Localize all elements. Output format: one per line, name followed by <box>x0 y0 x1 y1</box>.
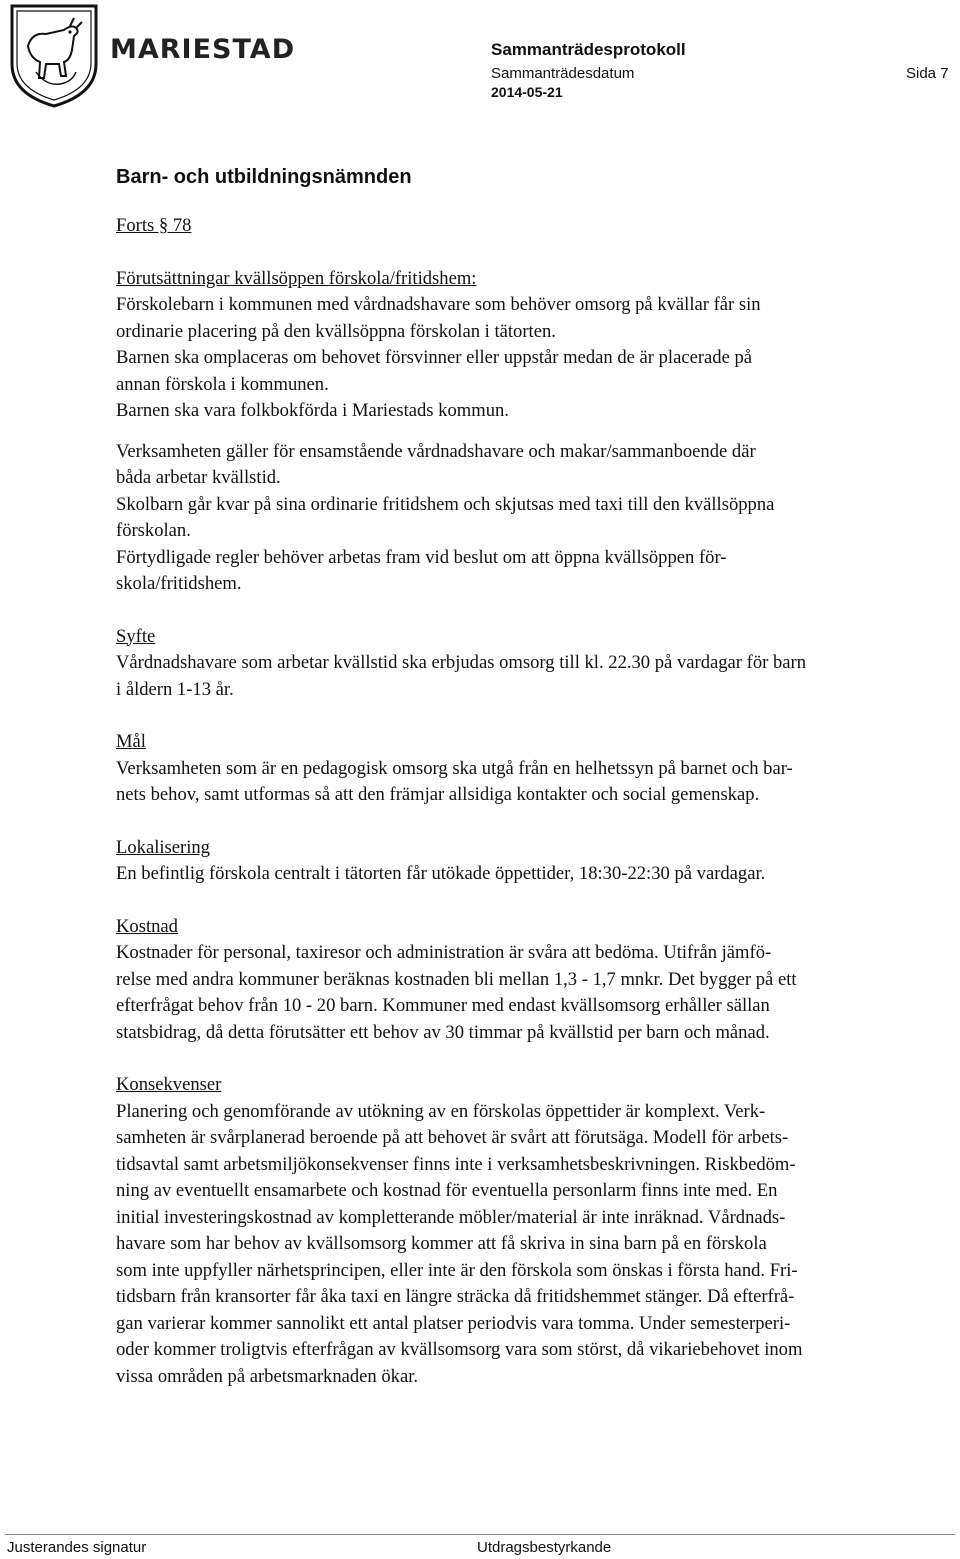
footer-signature-label: Justerandes signatur <box>7 1539 147 1556</box>
purpose-heading: Syfte <box>116 625 156 647</box>
footer-divider <box>5 1534 955 1535</box>
meeting-date-label: Sammanträdesdatum <box>491 65 635 82</box>
logo-wordmark: MARIESTAD <box>110 34 296 65</box>
page-number: Sida 7 <box>906 65 949 82</box>
prerequisites-text: Förskolebarn i kommunen med vårdnadshavare som behöver omsorg på kvällar får sin ordinarie placering på den kvällsöppna förskolan i tätorten. Barnen ska omplaceras om behovet försvinner eller uppstår medan de är placerade på annan förskola i kommunen. Barnen ska vara folkbokförda i Mariestads kommun. <box>116 294 761 421</box>
committee-name: Barn- och utbildningsnämnden <box>116 166 412 188</box>
cost-heading: Kostnad <box>116 915 178 937</box>
meeting-date: 2014-05-21 <box>491 84 563 100</box>
goal-heading: Mål <box>116 731 146 752</box>
goal-text: Verksamheten som är en pedagogisk omsorg ska utgå från en helhetssyn på barnet och bar- nets behov, samt utformas så att den främjar allsidiga kontakter och social gemenskap. <box>116 757 793 805</box>
cost-text: Kostnader för personal, taxiresor och administration är svåra att bedöma. Utifrån jämfö- relse med andra kommuner beräknas kostnaden bli mellan 1,3 - 1,7 mnkr. Det bygger på ett efterfrågat behov från 10 - 20 barn. Kommuner med endast kvällsomsorg erhåller sällan statsbidrag, då detta förutsätter ett behov av 30 timmar på kvällstid per barn och månad. <box>116 942 797 1043</box>
consequences-heading: Konsekvenser <box>116 1074 222 1095</box>
location-text: En befintlig förskola centralt i tätorten får utökade öppettider, 18:30-22:30 på vardagar. <box>116 863 766 884</box>
location-heading: Lokalisering <box>116 836 210 858</box>
footer-certification-label: Utdragsbestyrkande <box>477 1539 612 1556</box>
purpose-text: Vårdnadshavare som arbetar kvällstid ska erbjudas omsorg till kl. 22.30 på vardagar för barn i åldern 1-13 år. <box>116 652 807 700</box>
consequences-text: Planering och genomförande av utökning av en förskolas öppettider är komplext. Verk- samheten är svårplanerad beroende på att behovet är svårt att förutsäga. Modell för arbets- tidsavtal samt arbetsmiljökonsekvenser finns inte i verksamhetsbeskrivningen. Riskbedöm- ning av eventuellt ensamarbete och kostnad för eventuella personlarm finns inte med. En initial investeringskostnad av kompletterande möbler/material är inte inräknad. Vårdnads- havare som har behov av kvällsomsorg kommer att få skriva in sina barn på en förskola som inte uppfyller närhetsprincipen, eller inte är den förskola som önskas i första hand. Fri- tidsbarn från kransorter får åka taxi en längre sträcka då fritidshemmet stänger. Då efterfrå- gan varierar kommer sannolikt ett antal platser periodvis vara tomma. Under semesterperi- oder kommer troligtvis efterfrågan av kvällsomsorg vara som störst, då vikariebehovet inom vissa områden på arbetsmarknaden ökar. <box>116 1100 803 1387</box>
document-title: Sammanträdesprotokoll <box>491 40 686 59</box>
prerequisites-heading: Förutsättningar kvällsöppen förskola/fritidshem: <box>116 267 477 289</box>
document-body <box>116 213 956 1390</box>
mariestad-coat-of-arms-logo <box>6 2 102 108</box>
scope-text: Verksamheten gäller för ensamstående vårdnadshavare och makar/sammanboende där båda arbetar kvällstid. Skolbarn går kvar på sina ordinarie fritidshem och skjutsas med taxi till den kvällsöppna förskolan. Förtydligade regler behöver arbetas fram vid beslut om att öppna kvällsöppen för- skola/fritidshem. <box>116 440 775 594</box>
section-reference: Forts § 78 <box>116 215 192 236</box>
